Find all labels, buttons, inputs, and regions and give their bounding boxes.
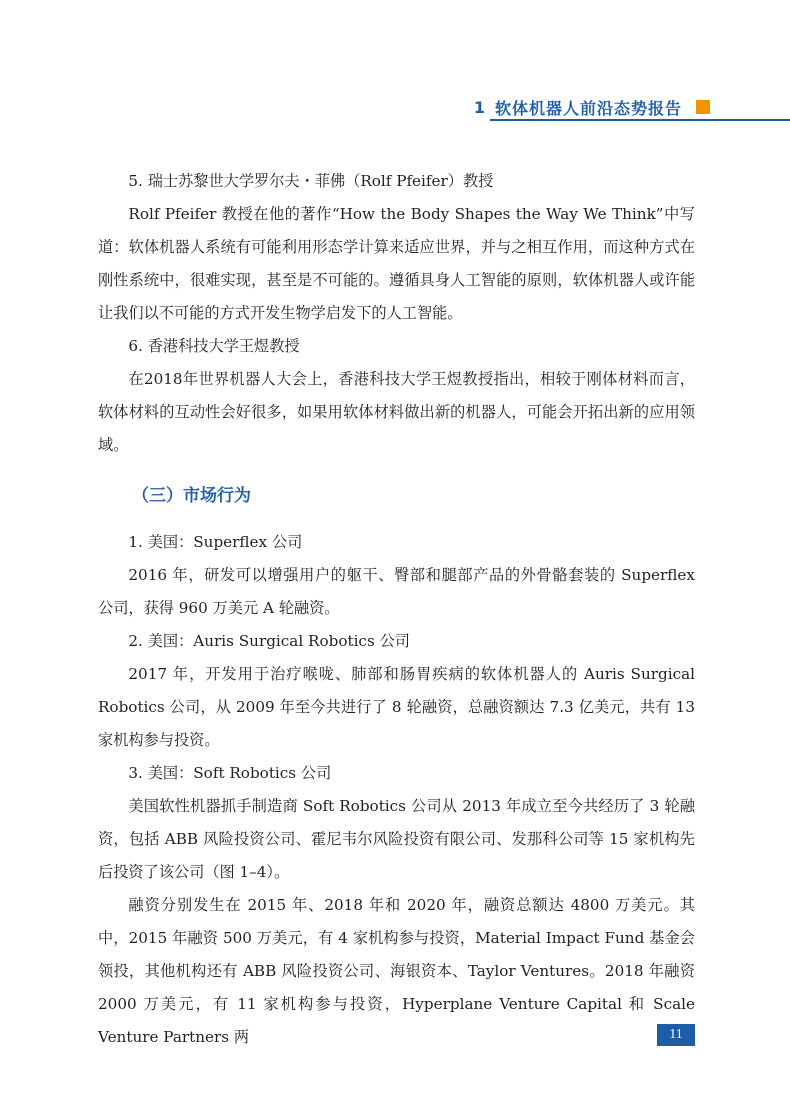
- chapter-number: 1: [473, 97, 485, 117]
- paragraph-funding: 融资分别发生在 2015 年、2018 年和 2020 年，融资总额达 4800 万美元。其中，2015 年融资 500 万美元，有 4 家机构参与投资，Material Impact Fund 基金会领投，其他机构还有 ABB 风险投资公司、海银资本、Taylor Ventures。2018 年融资 2000 万美元，有 11 家机构参与投资，Hyperplane Venture Capital 和 Scale Venture Partners 两: [98, 896, 695, 1046]
- page-body: [98, 165, 695, 1054]
- paragraph-superflex: 2016 年，研发可以增强用户的躯干、臀部和腿部产品的外骨骼套装的 Superflex 公司，获得 960 万美元 A 轮融资。: [98, 566, 695, 617]
- paragraph-auris: 2017 年，开发用于治疗喉咙、肺部和肠胃疾病的软体机器人的 Auris Surgical Robotics 公司，从 2009 年至今共进行了 8 轮融资，总融资额达 7.3 亿美元，共有 13 家机构参与投资。: [98, 665, 695, 749]
- orange-square-marker: [696, 100, 710, 114]
- subheading-superflex: 1. 美国：Superflex 公司: [128, 533, 303, 551]
- chapter-title: 软体机器人前沿态势报告: [494, 98, 682, 118]
- subheading-soft-robotics: 3. 美国：Soft Robotics 公司: [128, 764, 332, 782]
- paragraph-rolf-pfeifer: Rolf Pfeifer 教授在他的著作“How the Body Shapes the Way We Think”中写道：软体机器人系统有可能利用形态学计算来适应世界，并与之相互作用，而这种方式在刚性系统中，很难实现，甚至是不可能的。遵循具身人工智能的原则，软体机器人或许能让我们以不可能的方式开发生物学启发下的人工智能。: [98, 205, 695, 322]
- paragraph-hkust: 在2018年世界机器人大会上，香港科技大学王煜教授指出，相较于刚体材料而言，软体材料的互动性会好很多，如果用软体材料做出新的机器人，可能会开拓出新的应用领域。: [98, 370, 695, 454]
- running-header: [474, 94, 710, 120]
- subheading-rolf-pfeifer: 5. 瑞士苏黎世大学罗尔夫・菲佛（Rolf Pfeifer）教授: [128, 172, 494, 190]
- subheading-auris: 2. 美国：Auris Surgical Robotics 公司: [128, 632, 410, 650]
- paragraph-soft-robotics: 美国软性机器抓手制造商 Soft Robotics 公司从 2013 年成立至今共经历了 3 轮融资，包括 ABB 风险投资公司、霍尼韦尔风险投资有限公司、发那科公司等 15 家机构先后投资了该公司（图 1–4）。: [98, 797, 695, 881]
- section-heading-market: （三）市场行为: [132, 486, 251, 506]
- page-number: 11: [657, 1024, 695, 1046]
- header-rule: [490, 119, 790, 121]
- subheading-hkust: 6. 香港科技大学王煜教授: [128, 337, 300, 355]
